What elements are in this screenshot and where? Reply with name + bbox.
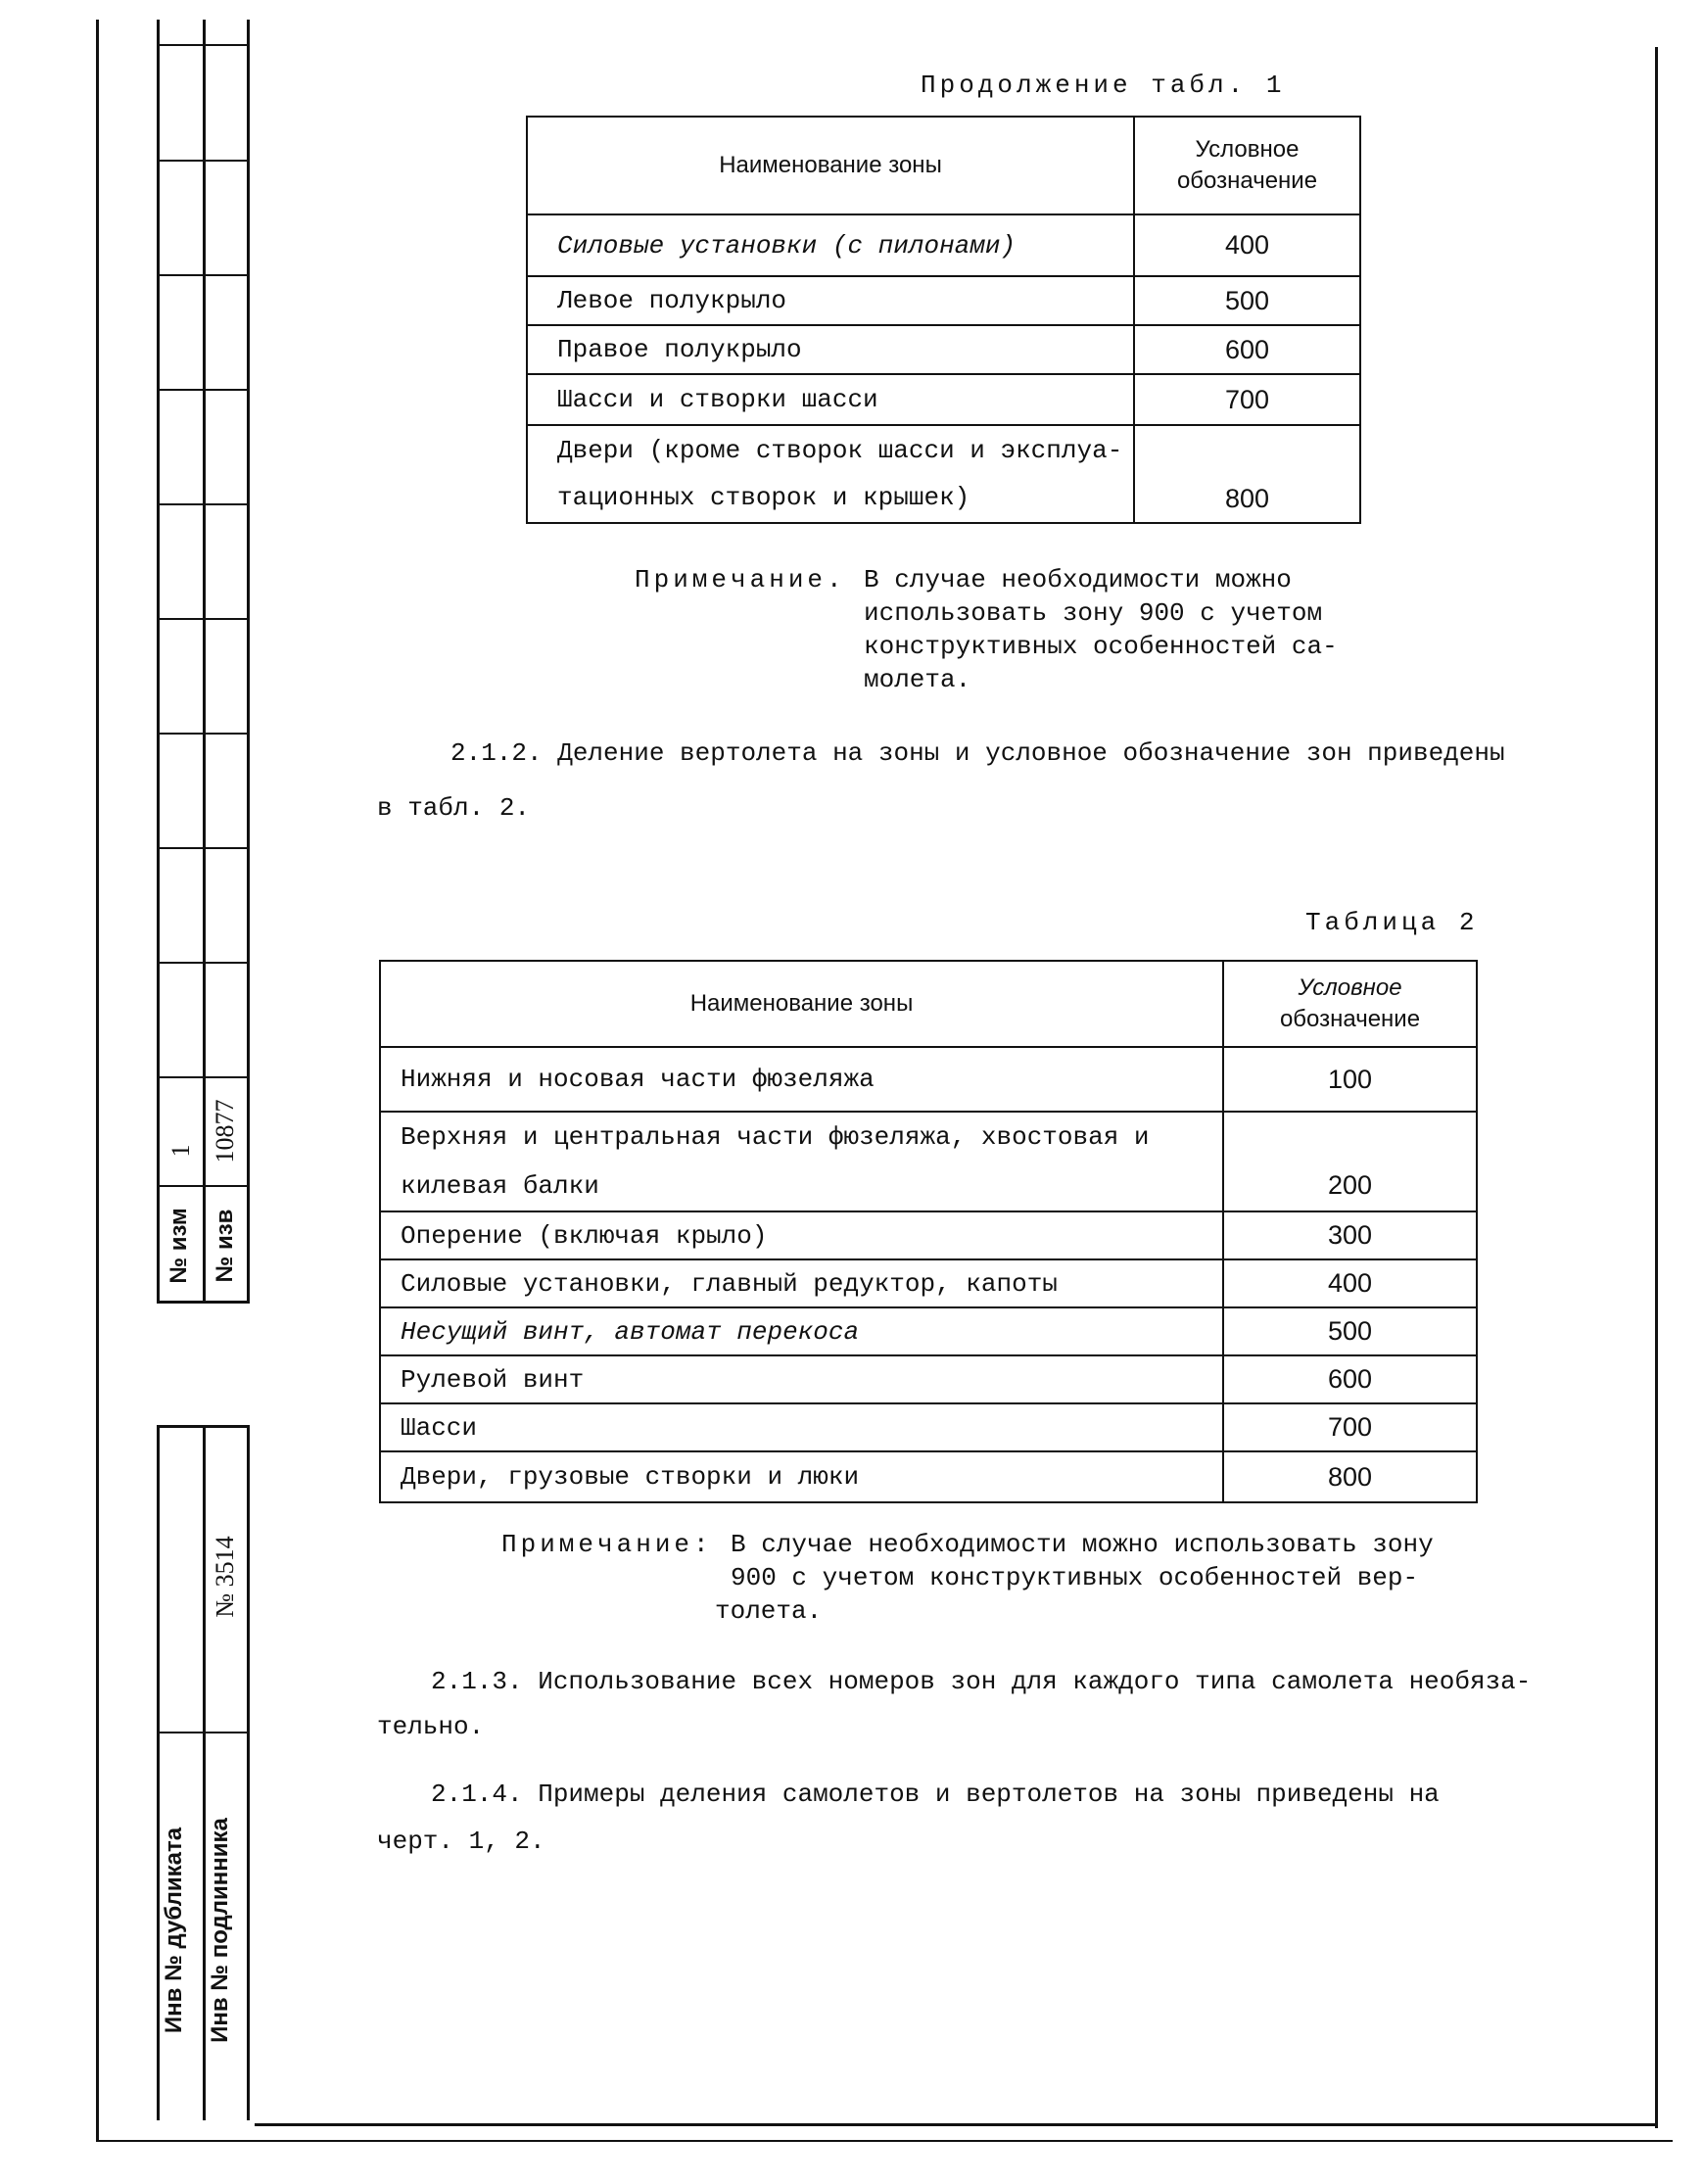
zone-code: 300 (1223, 1211, 1477, 1259)
zone-name: Двери (кроме створок шасси и эксплуа- тационных створок и крышек) (527, 425, 1134, 523)
table-row (380, 1047, 1477, 1112)
zone-code: 400 (1223, 1259, 1477, 1307)
zone-name: Верхняя и центральная части фюзеляжа, хвостовая и килевая балки (380, 1112, 1223, 1211)
zone-name: Рулевой винт (380, 1355, 1223, 1403)
table-row (380, 1451, 1477, 1502)
table1 (526, 116, 1361, 524)
table-row (527, 325, 1360, 374)
notice-label: № изв (212, 1209, 238, 1283)
bottom-border (255, 2123, 1658, 2126)
table1-header-code: Условное обозначение (1134, 117, 1360, 214)
zone-name: Шасси и створки шасси (527, 374, 1134, 425)
table2-note-label: Примечание: (501, 1530, 713, 1559)
table1-caption: Продолжение табл. 1 (921, 71, 1286, 100)
table2-note-line: 900 с учетом конструктивных особенностей вер- (731, 1563, 1419, 1592)
table2-caption: Таблица 2 (1305, 908, 1479, 937)
table-row (527, 214, 1360, 276)
table-row (380, 1355, 1477, 1403)
table-row (380, 1112, 1477, 1211)
zone-code: 400 (1134, 214, 1360, 276)
zone-code: 500 (1134, 276, 1360, 325)
table1-note-line: конструктивных особенностей са- (864, 632, 1338, 661)
zone-code: 700 (1134, 374, 1360, 425)
zone-name: Силовые установки (с пилонами) (527, 214, 1134, 276)
zone-code: 800 (1223, 1451, 1477, 1502)
original-inventory-label: Инв № подлинника (207, 1818, 233, 2043)
zone-name: Нижняя и носовая части фюзеляжа (380, 1047, 1223, 1112)
zone-name: Левое полукрыло (527, 276, 1134, 325)
duplicate-inventory-label: Инв № дубликата (161, 1827, 187, 2034)
bottom-outer-border (96, 2140, 1673, 2142)
table2-header-name: Наименование зоны (380, 961, 1223, 1047)
zone-code: 700 (1223, 1403, 1477, 1451)
table2-header-code: Условное обозначение (1223, 961, 1477, 1047)
zone-code: 800 (1134, 425, 1360, 523)
table-row (527, 425, 1360, 523)
zone-name: Правое полукрыло (527, 325, 1134, 374)
zone-name: Силовые установки, главный редуктор, капоты (380, 1259, 1223, 1307)
revision-label: № изм (166, 1208, 192, 1284)
table-row (527, 374, 1360, 425)
revision-value: 1 (166, 1144, 195, 1158)
table-row (380, 1211, 1477, 1259)
table1-note-line: молета. (864, 665, 971, 694)
zone-name: Несущий винт, автомат перекоса (380, 1307, 1223, 1355)
zone-name: Шасси (380, 1403, 1223, 1451)
table2-note-line: толета. (715, 1596, 823, 1626)
left-outer-border (96, 20, 99, 2140)
zone-code: 500 (1223, 1307, 1477, 1355)
zone-code: 600 (1134, 325, 1360, 374)
zone-code: 600 (1223, 1355, 1477, 1403)
right-border (1655, 47, 1658, 2128)
table1-note-line: В случае необходимости можно (864, 565, 1292, 594)
table-row (527, 276, 1360, 325)
zone-code: 100 (1223, 1047, 1477, 1112)
table1-header-name: Наименование зоны (527, 117, 1134, 214)
table1-note-line: использовать зону 900 с учетом (864, 598, 1323, 628)
notice-value: 10877 (211, 1099, 239, 1163)
original-inventory-number: № 3514 (211, 1536, 239, 1618)
table2 (379, 960, 1478, 1503)
zone-name: Оперение (включая крыло) (380, 1211, 1223, 1259)
zone-code: 200 (1223, 1112, 1477, 1211)
zone-name: Двери, грузовые створки и люки (380, 1451, 1223, 1502)
table1-note-label: Примечание. (635, 565, 846, 594)
table-row (380, 1307, 1477, 1355)
table-row (380, 1403, 1477, 1451)
table-row (380, 1259, 1477, 1307)
table2-note-line: В случае необходимости можно использовать зону (731, 1530, 1434, 1559)
